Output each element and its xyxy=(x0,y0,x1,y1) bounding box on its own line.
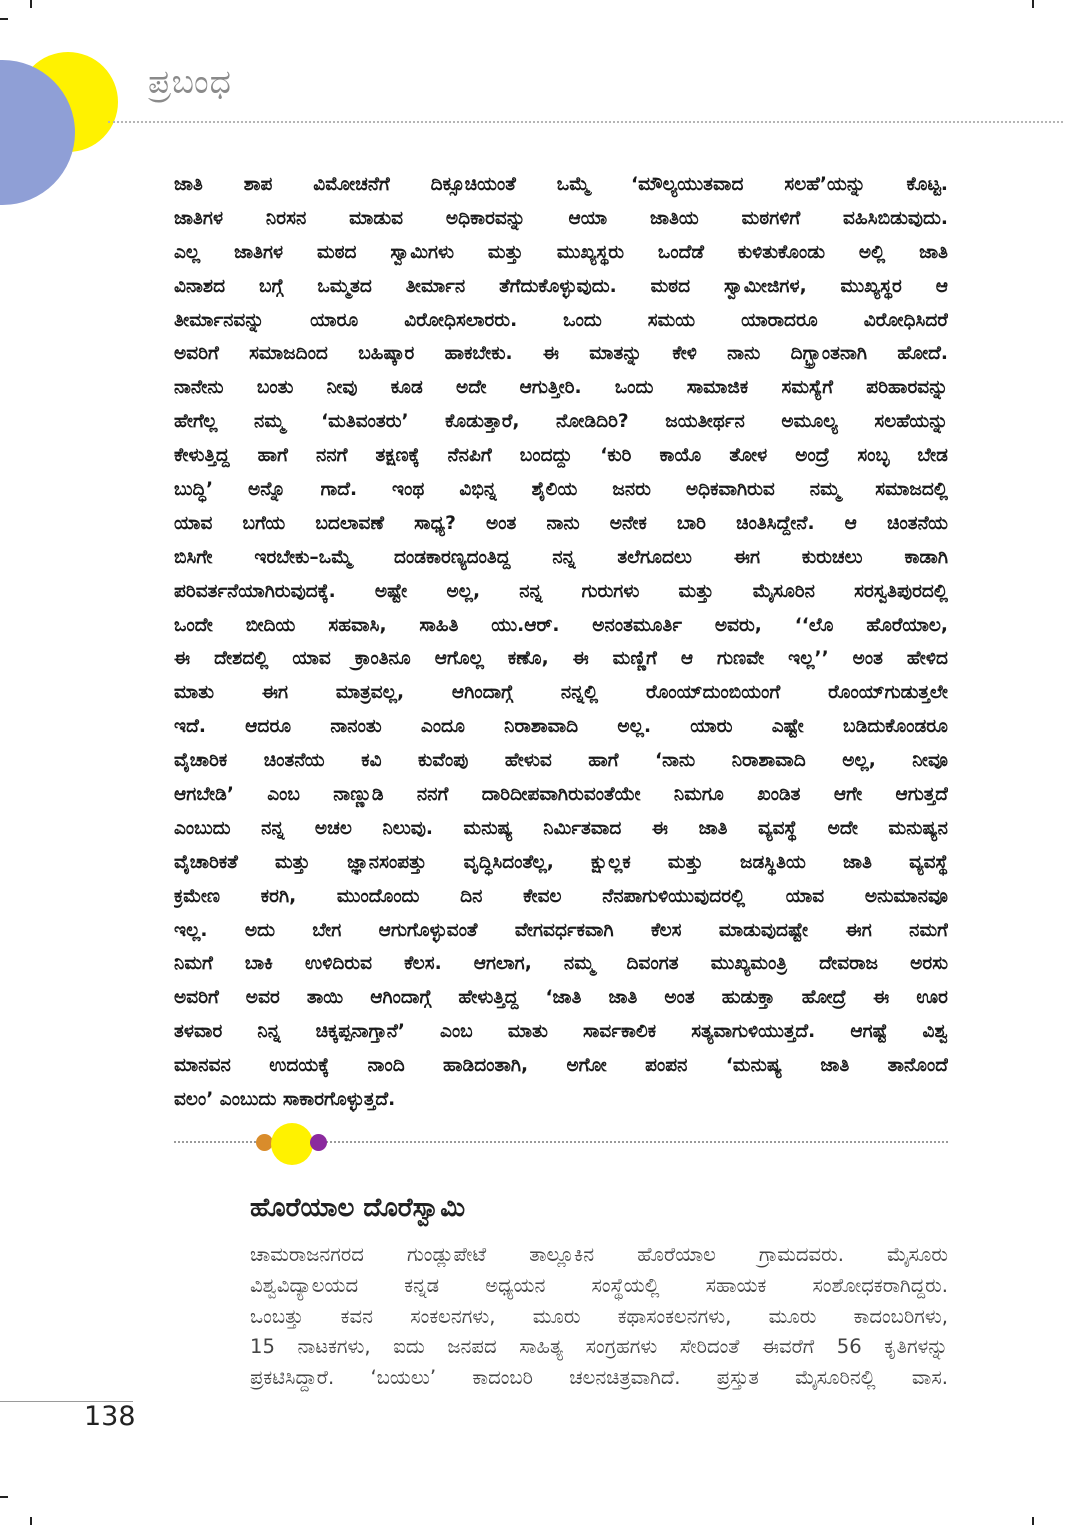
essay-line: ಎಲ್ಲ ಜಾತಿಗಳ ಮಠದ ಸ್ವಾಮಿಗಳು ಮತ್ತು ಮುಖ್ಯಸ್ಥರು ಒಂದೆಡೆ ಕುಳಿತುಕೊಂಡು ಅಲ್ಲಿ ಜಾತಿ xyxy=(174,241,948,263)
crop-mark xyxy=(30,0,32,8)
essay-line: ಇದೆ. ಆದರೂ ನಾನಂತು ಎಂದೂ ನಿರಾಶಾವಾದಿ ಅಲ್ಲ. ಯಾರು ಎಷ್ಟೇ ಬಡಿದುಕೊಂಡರೂ xyxy=(174,716,948,738)
essay-line: ಯಾವ ಬಗೆಯ ಬದಲಾವಣೆ ಸಾಧ್ಯ? ಅಂತ ನಾನು ಅನೇಕ ಬಾರಿ ಚಿಂತಿಸಿದ್ದೇನೆ. ಆ ಚಿಂತನೆಯ xyxy=(174,512,948,534)
bio-line: ವಿಶ್ವವಿದ್ಯಾಲಯದ ಕನ್ನಡ ಅಧ್ಯಯನ ಸಂಸ್ಥೆಯಲ್ಲಿ ಸಹಾಯಕ ಸಂಶೋಧಕರಾಗಿದ್ದರು. xyxy=(250,1273,948,1297)
essay-line: ವಲಂ’ ಎಂಬುದು ಸಾಕಾರಗೊಳ್ಳುತ್ತದೆ. xyxy=(174,1089,396,1111)
essay-body xyxy=(174,168,948,1117)
essay-line: ಈ ದೇಶದಲ್ಲಿ ಯಾವ ಕ್ರಾಂತಿನೂ ಆಗೊಲ್ಲ ಕಣೊ, ಈ ಮಣ್ಣಿಗೆ ಆ ಗುಣವೇ ಇಲ್ಲ’’ ಅಂತ ಹೇಳಿದ xyxy=(174,648,948,670)
section-title: ಪ್ರಬಂಧ xyxy=(148,62,232,101)
essay-line: ವೈಚಾರಿಕತೆ ಮತ್ತು ಜ್ಞಾನಸಂಪತ್ತು ವೃದ್ಧಿಸಿದಂತೆಲ್ಲ, ಕ್ಷುಲ್ಲಕ ಮತ್ತು ಜಡಸ್ಥಿತಿಯ ಜಾತಿ ವ್ಯವಸ್ಥೆ xyxy=(174,851,948,873)
essay-line: ಮಾತು ಈಗ ಮಾತ್ರವಲ್ಲ, ಆಗಿಂದಾಗ್ಗೆ ನನ್ನಲ್ಲಿ ರೊಂಯ್‌ದುಂಬಿಯಂಗೆ ರೊಂಯ್‌ಗುಡುತ್ತಲೇ xyxy=(174,682,948,704)
essay-line: ವಿನಾಶದ ಬಗ್ಗೆ ಒಮ್ಮತದ ತೀರ್ಮಾನ ತೆಗೆದುಕೊಳ್ಳುವುದು. ಮಠದ ಸ್ವಾಮೀಜಿಗಳ, ಮುಖ್ಯಸ್ಥರ ಆ xyxy=(174,275,948,297)
essay-line: ಹೇಗೆಲ್ಲ ನಮ್ಮ ‘ಮತಿವಂತರು’ ಕೊಡುತ್ತಾರೆ, ನೋಡಿದಿರಿ? ಜಯತೀರ್ಥನ ಅಮೂಲ್ಯ ಸಲಹೆಯನ್ನು xyxy=(174,411,948,433)
author-name: ಹೊರೆಯಾಲ ದೊರೆಸ್ವಾಮಿ xyxy=(250,1193,466,1223)
section-divider xyxy=(174,1130,948,1156)
essay-line: ಜಾತಿ ಶಾಪ ವಿಮೋಚನೆಗೆ ದಿಕ್ಸೂಚಿಯಂತೆ ಒಮ್ಮೆ ‘ಮೌಲ್ಯಯುತವಾದ ಸಲಹೆ’ಯನ್ನು ಕೊಟ್ಟ. xyxy=(174,174,948,195)
essay-line: ಕೇಳುತ್ತಿದ್ದ ಹಾಗೆ ನನಗೆ ತಕ್ಷಣಕ್ಕೆ ನೆನಪಿಗೆ ಬಂದದ್ದು ‘ಕುರಿ ಕಾಯೊ ತೋಳ ಅಂದ್ರೆ ಸಂಬ್ಳ ಬೇಡ xyxy=(174,445,948,467)
essay-line: ಒಂದೇ ಬೀದಿಯ ಸಹವಾಸಿ, ಸಾಹಿತಿ ಯು.ಆರ್. ಅನಂತಮೂರ್ತಿ ಅವರು, ‘‘ಲೊ ಹೊರೆಯಾಲ, xyxy=(174,614,948,636)
divider-purple-dot xyxy=(310,1134,327,1151)
crop-mark xyxy=(1032,0,1034,8)
essay-line: ನಾನೇನು ಬಂತು ನೀವು ಕೂಡ ಅದೇ ಆಗುತ್ತೀರಿ. ಒಂದು ಸಾಮಾಜಿಕ ಸಮಸ್ಯೆಗೆ ಪರಿಹಾರವನ್ನು xyxy=(174,377,948,399)
essay-line: ಅವರಿಗೆ ಸಮಾಜದಿಂದ ಬಹಿಷ್ಕಾರ ಹಾಕಬೇಕು. ಈ ಮಾತನ್ನು ಕೇಳಿ ನಾನು ದಿಗ್ಭ್ರಾಂತನಾಗಿ ಹೋದೆ. xyxy=(174,343,948,365)
crop-mark xyxy=(1032,1517,1034,1525)
essay-line: ಇಲ್ಲ. ಅದು ಬೇಗ ಆಗುಗೊಳ್ಳುವಂತೆ ವೇಗವರ್ಧಕವಾಗಿ ಕೆಲಸ ಮಾಡುವುದಷ್ಟೇ ಈಗ ನಮಗೆ xyxy=(174,919,948,941)
crop-mark xyxy=(0,18,8,20)
crop-mark xyxy=(0,1496,8,1498)
crop-mark xyxy=(30,1517,32,1525)
bio-line: ಒಂಬತ್ತು ಕವನ ಸಂಕಲನಗಳು, ಮೂರು ಕಥಾಸಂಕಲನಗಳು, ಮೂರು ಕಾದಂಬರಿಗಳು, xyxy=(250,1304,948,1328)
author-bio xyxy=(250,1240,948,1394)
divider-yellow-dot xyxy=(271,1123,313,1165)
bio-line: ಪ್ರಕಟಿಸಿದ್ದಾರೆ. ‘ಬಯಲು’ ಕಾದಂಬರಿ ಚಲನಚಿತ್ರವಾಗಿದೆ. ಪ್ರಸ್ತುತ ಮೈಸೂರಿನಲ್ಲಿ ವಾಸ. xyxy=(250,1366,948,1390)
essay-line: ಜಾತಿಗಳ ನಿರಸನ ಮಾಡುವ ಅಧಿಕಾರವನ್ನು ಆಯಾ ಜಾತಿಯ ಮಠಗಳಿಗೆ ವಹಿಸಿಬಿಡುವುದು. xyxy=(174,207,948,229)
essay-line: ಬಿಸಿಗೇ ಇರಬೇಕು–ಒಮ್ಮೆ ದಂಡಕಾರಣ್ಯದಂತಿದ್ದ ನನ್ನ ತಲೆಗೂದಲು ಈಗ ಕುರುಚಲು ಕಾಡಾಗಿ xyxy=(174,546,948,568)
bio-line: ಚಾಮರಾಜನಗರದ ಗುಂಡ್ಲುಪೇಟೆ ತಾಲ್ಲೂಕಿನ ಹೊರೆಯಾಲ ಗ್ರಾಮದವರು. ಮೈಸೂರು xyxy=(250,1243,948,1266)
essay-line: ಅವರಿಗೆ ಅವರ ತಾಯಿ ಆಗಿಂದಾಗ್ಗೆ ಹೇಳುತ್ತಿದ್ದ ‘ಜಾತಿ ಜಾತಿ ಅಂತ ಹುಡುಕ್ತಾ ಹೋದ್ರೆ ಈ ಊರ xyxy=(174,987,948,1009)
essay-line: ಬುದ್ಧಿ’ ಅನ್ನೊ ಗಾದೆ. ಇಂಥ ವಿಭಿನ್ನ ಶೈಲಿಯ ಜನರು ಅಧಿಕವಾಗಿರುವ ನಮ್ಮ ಸಮಾಜದಲ್ಲಿ xyxy=(174,479,948,501)
essay-line: ಕ್ರಮೇಣ ಕರಗಿ, ಮುಂದೊಂದು ದಿನ ಕೇವಲ ನೆನಪಾಗುಳಿಯುವುದರಲ್ಲಿ ಯಾವ ಅನುಮಾನವೂ xyxy=(174,885,948,907)
essay-line: ಆಗಬೇಡಿ’ ಎಂಬ ನಾಣ್ಣುಡಿ ನನಗೆ ದಾರಿದೀಪವಾಗಿರುವಂತೆಯೇ ನಿಮಗೂ ಖಂಡಿತ ಆಗೇ ಆಗುತ್ತದೆ xyxy=(174,784,948,806)
essay-line: ಮಾನವನ ಉದಯಕ್ಕೆ ನಾಂದಿ ಹಾಡಿದಂತಾಗಿ, ಅಗೋ ಪಂಪನ ‘ಮನುಷ್ಯ ಜಾತಿ ತಾನೊಂದೆ xyxy=(174,1055,948,1077)
essay-line: ಪರಿವರ್ತನೆಯಾಗಿರುವುದಕ್ಕೆ. ಅಷ್ಟೇ ಅಲ್ಲ, ನನ್ನ ಗುರುಗಳು ಮತ್ತು ಮೈಸೂರಿನ ಸರಸ್ವತಿಪುರದಲ್ಲಿ xyxy=(174,580,948,602)
essay-line: ನಿಮಗೆ ಬಾಕಿ ಉಳಿದಿರುವ ಕೆಲಸ. ಆಗಲಾಗ, ನಮ್ಮ ದಿವಂಗತ ಮುಖ್ಯಮಂತ್ರಿ ದೇವರಾಜ ಅರಸು xyxy=(174,953,948,975)
essay-line: ತಳವಾರ ನಿನ್ನ ಚಿಕ್ಕಪ್ಪನಾಗ್ತಾನೆ’ ಎಂಬ ಮಾತು ಸಾರ್ವಕಾಲಿಕ ಸತ್ಯವಾಗುಳಿಯುತ್ತದೆ. ಆಗಷ್ಟೆ ವಿಶ್ವ xyxy=(174,1021,948,1043)
essay-line: ಎಂಬುದು ನನ್ನ ಅಚಲ ನಿಲುವು. ಮನುಷ್ಯ ನಿರ್ಮಿತವಾದ ಈ ಜಾತಿ ವ್ಯವಸ್ಥೆ ಅದೇ ಮನುಷ್ಯನ xyxy=(174,817,948,839)
header-dotted-rule xyxy=(108,121,1063,123)
bio-line: 15 ನಾಟಕಗಳು, ಐದು ಜನಪದ ಸಾಹಿತ್ಯ ಸಂಗ್ರಹಗಳು ಸೇರಿದಂತೆ ಈವರೆಗೆ 56 ಕೃತಿಗಳನ್ನು xyxy=(250,1335,948,1359)
essay-line: ತೀರ್ಮಾನವನ್ನು ಯಾರೂ ವಿರೋಧಿಸಲಾರರು. ಒಂದು ಸಮಯ ಯಾರಾದರೂ ವಿರೋಧಿಸಿದರೆ xyxy=(174,309,948,331)
essay-line: ವೈಚಾರಿಕ ಚಿಂತನೆಯ ಕವಿ ಕುವೆಂಪು ಹೇಳುವ ಹಾಗೆ ‘ನಾನು ನಿರಾಶಾವಾದಿ ಅಲ್ಲ, ನೀವೂ xyxy=(174,750,948,772)
page-number: 138 xyxy=(84,1401,136,1432)
